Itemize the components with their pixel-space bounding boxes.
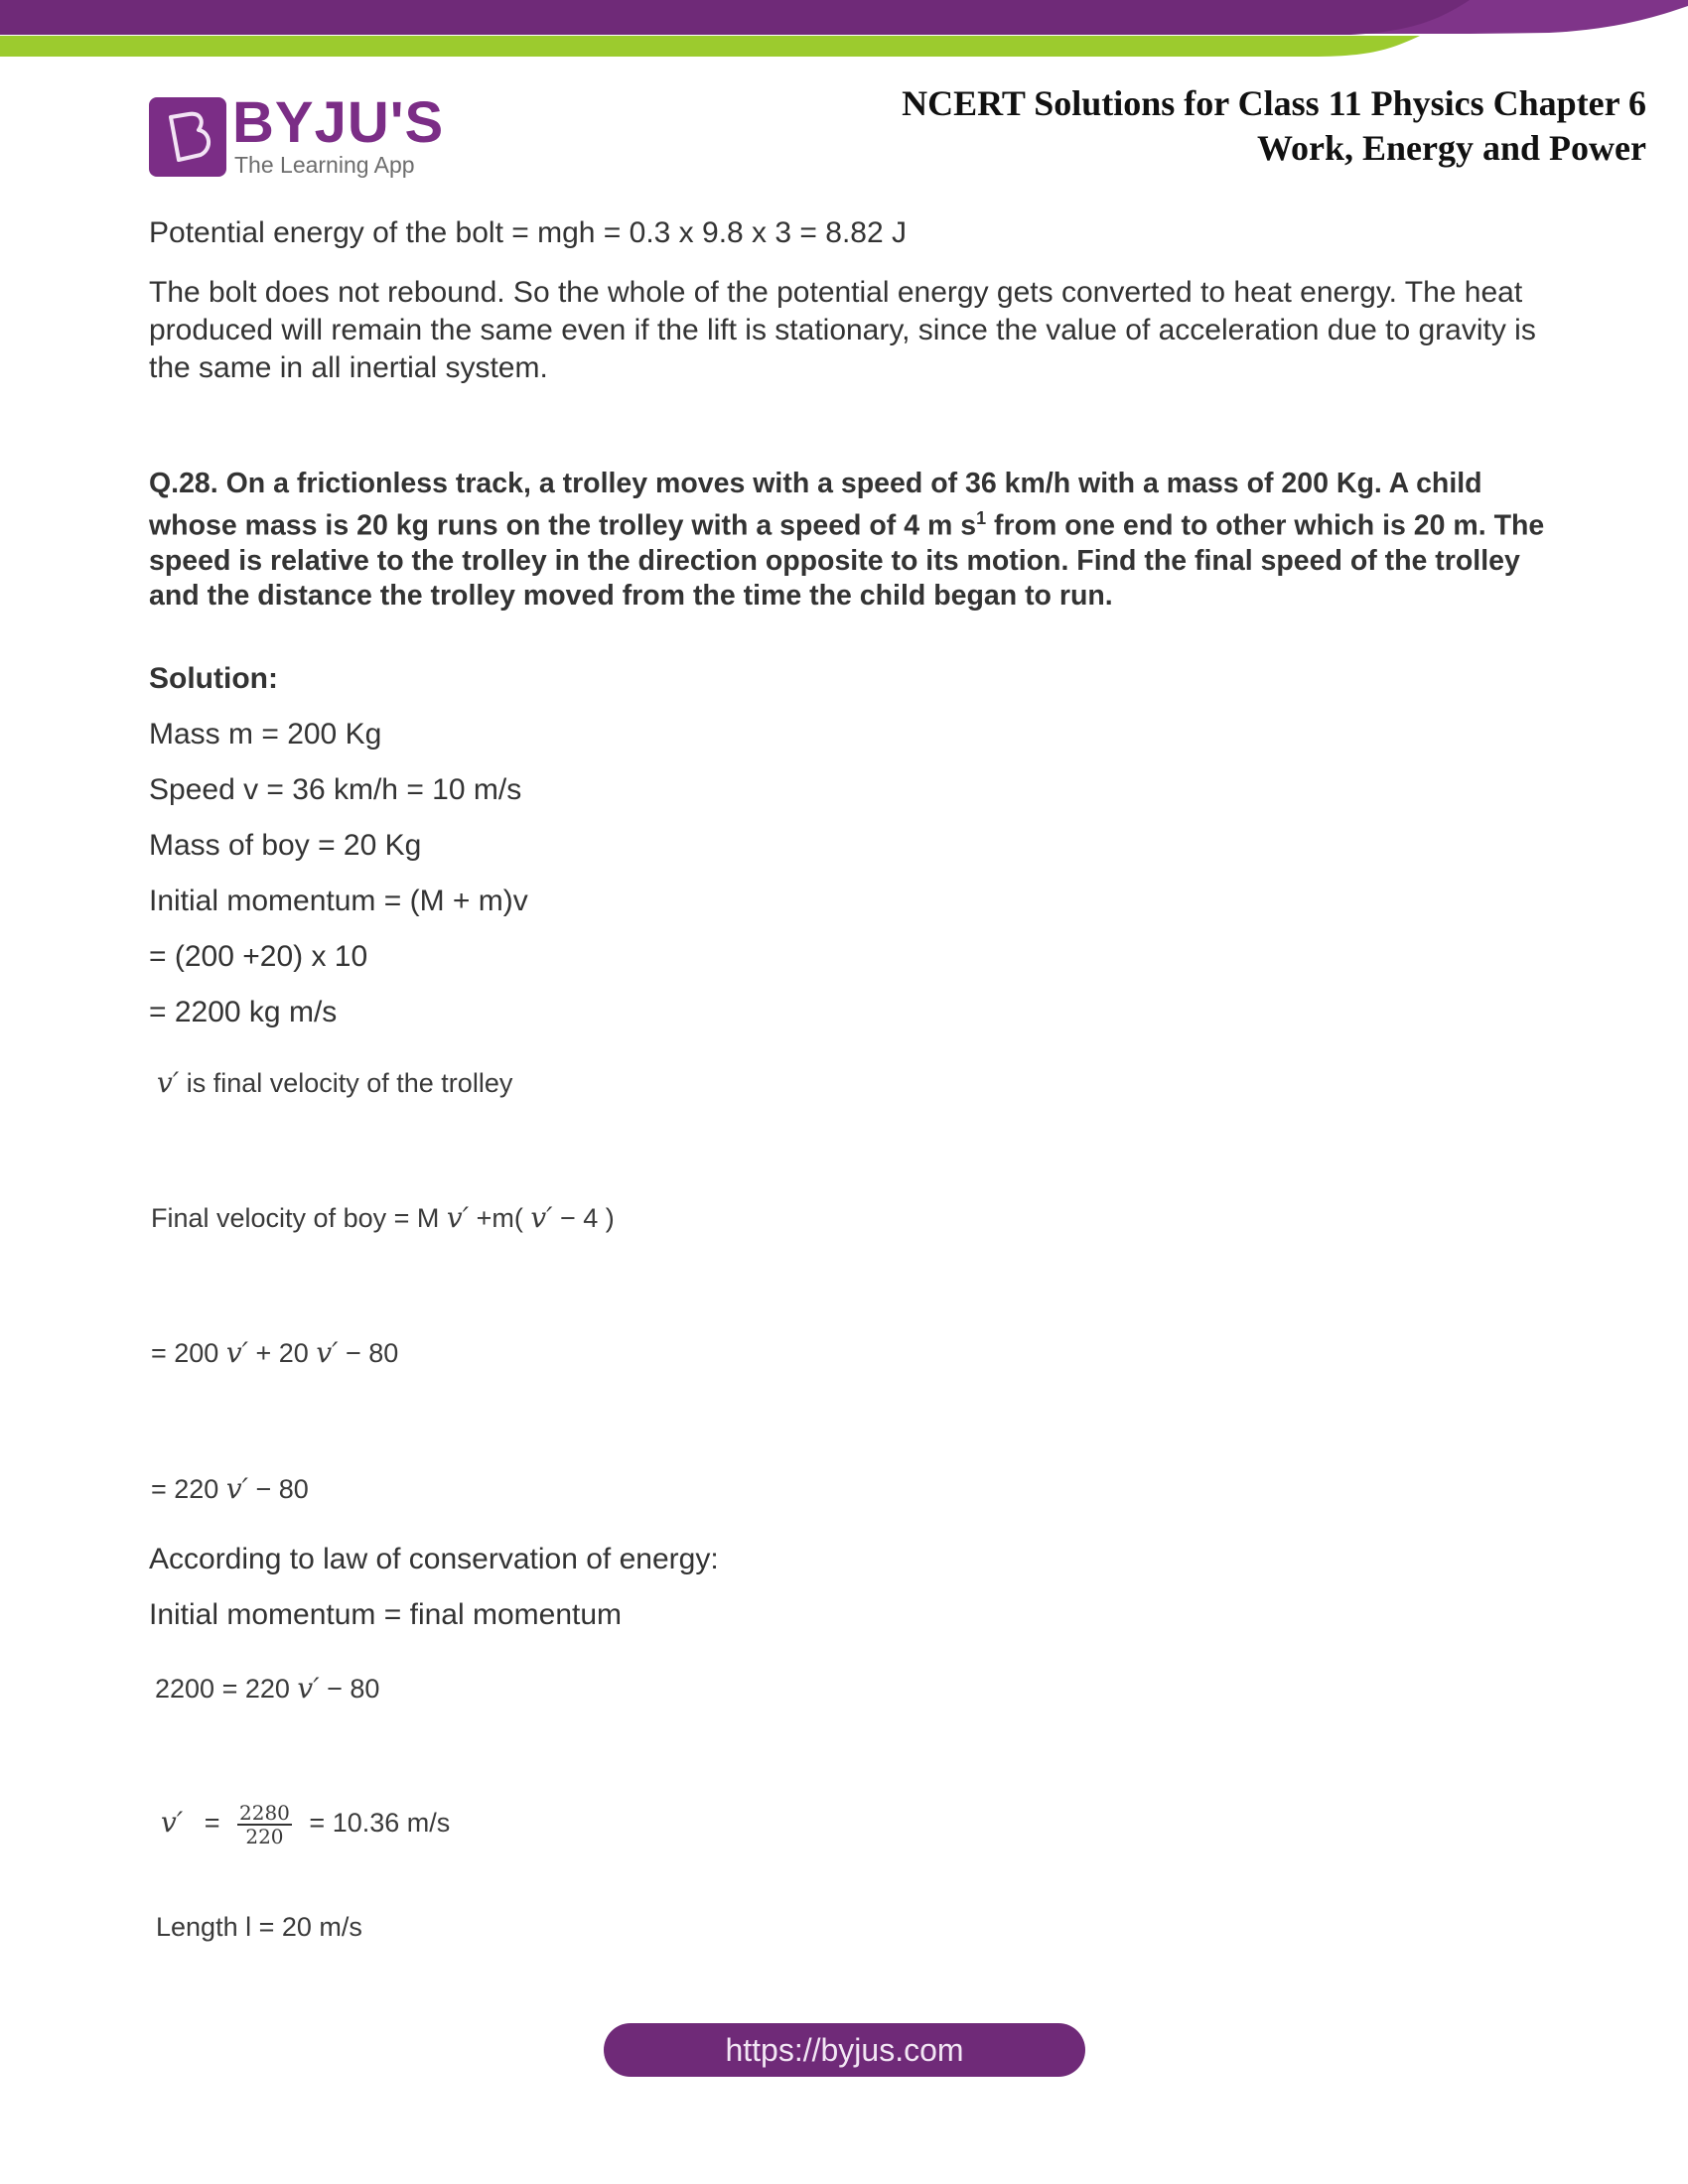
question-28 [149,467,1559,614]
vprime-symbol: v′ [316,1336,339,1369]
vprime-symbol: v′ [225,1472,249,1505]
eq-text: 2200 = 220 [155,1674,298,1704]
eq-text: +m( [469,1203,531,1233]
solution-line-boy-mass: Mass of boy = 20 Kg [149,829,422,862]
vprime-symbol: v′ [161,1806,184,1840]
document-title [902,81,1646,171]
logo-brand-name: BYJU'S [232,90,445,155]
potential-energy-line: Potential energy of the bolt = mgh = 0.3 x 9.8 x 3 = 8.82 J [149,216,907,249]
byjus-logo [149,90,445,178]
solution-line-substitution: = (200 +20) x 10 [149,940,368,973]
eq-text: − 4 ) [552,1203,615,1233]
solution-line-speed: Speed v = 36 km/h = 10 m/s [149,773,522,806]
equation-expand [151,1336,398,1370]
vprime-symbol: v′ [225,1336,249,1369]
equation-balance [155,1672,379,1706]
eq-text: − 80 [248,1474,309,1504]
solution-line-result: = 2200 kg m/s [149,996,338,1028]
question-text-part2: from one end to other which is 20 m. The speed is relative to the trolley in the direction opposite to its motion. Find the final speed of the trolley and the distance the trolley moved from the time the child began to run. [149,509,1545,612]
eq-text: Final velocity of boy = M [151,1203,447,1233]
question-superscript: 1 [976,508,987,528]
equation-result [161,1802,450,1847]
equation-simplify [151,1472,309,1506]
solution-line-mass: Mass m = 200 Kg [149,718,382,751]
eq-text: = [204,1808,220,1839]
logo-tagline: The Learning App [234,152,415,178]
vprime-symbol: v′ [297,1672,320,1705]
solution-label: Solution: [149,662,278,695]
document-title-line2: Work, Energy and Power [1257,128,1646,168]
equation-final-velocity [151,1201,615,1235]
bolt-paragraph: The bolt does not rebound. So the whole of the potential energy gets converted to heat energy. The heat produced will remain the same even if the lift is stationary, since the value of acceleration due to gravity is the same in all inertial system. [149,276,1536,384]
conservation-statement: According to law of conservation of energy: [149,1543,719,1575]
fraction [237,1802,292,1847]
solution-line-initial-momentum: Initial momentum = (M + m)v [149,885,528,917]
eq-text: − 80 [338,1338,399,1368]
vprime-symbol: v′ [157,1066,180,1099]
eq-text: = 200 [151,1338,226,1368]
vprime-symbol: v′ [446,1201,470,1234]
fraction-numerator: 2280 [239,1801,290,1825]
vprime-description: is final velocity of the trolley [179,1068,513,1098]
byjus-b-logo-icon [149,97,226,177]
eq-text: − 80 [319,1674,380,1704]
fraction-denominator: 220 [245,1825,284,1848]
document-title-line1: NCERT Solutions for Class 11 Physics Chapter 6 [902,83,1646,123]
momentum-equality: Initial momentum = final momentum [149,1598,623,1631]
eq-text: = 220 [151,1474,226,1504]
vprime-definition [157,1066,512,1100]
footer-url-link[interactable]: https://byjus.com [604,2023,1085,2077]
question-text-part1: Q.28. On a frictionless track, a trolley moves with a speed of 36 km/h with a mass of 200 Kg. A child whose mass is 20 kg runs on the trolley with a speed of 4 m s [149,468,1482,542]
eq-text: + 20 [248,1338,317,1368]
length-line: Length l = 20 m/s [156,1912,362,1942]
eq-text: = 10.36 m/s [309,1808,451,1839]
header-purple-band [0,0,1688,60]
vprime-symbol: v′ [530,1201,553,1234]
